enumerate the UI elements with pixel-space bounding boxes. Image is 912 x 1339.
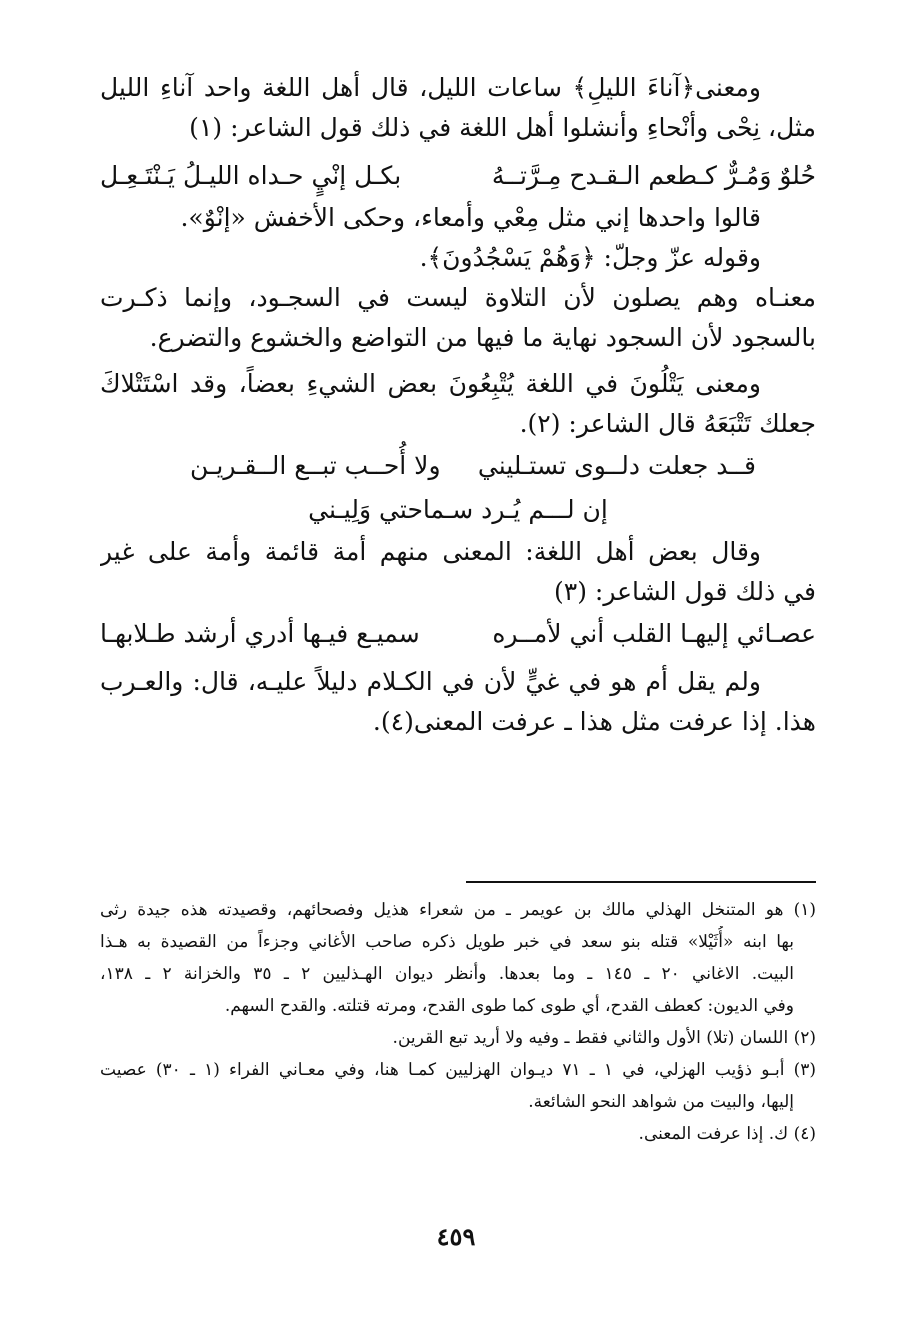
footnote-1-cont: البيت. الاغاني ٢٠ ـ ١٤٥ ـ وما بعدها. وأنظر ديوان الهـذليين ٢ ـ ٣٥ والخزانة ٢ ـ ١٣٨، <box>100 964 795 984</box>
verse-hemistich: بكـل إنْيٍ حـداه الليـلُ يَـنْتَـعِـل <box>100 161 402 190</box>
text-line: وقال بعض أهل اللغة: المعنى منهم أمة قائمة وأمة على غير <box>100 537 761 566</box>
text-line: ومعنى﴿آناءَ الليلِ﴾ ساعات الليل، قال أهل اللغة واحد آناءِ الليل <box>100 73 761 102</box>
poem-verse-2 <box>100 444 816 488</box>
text-line: جعلك تَتْبَعَهُ قال الشاعر: (٢). <box>519 409 816 438</box>
verse-hemistich: عصـائي إليهـا القلب أني لأمــره <box>492 619 816 648</box>
text-line: في ذلك قول الشاعر: (٣) <box>554 577 816 606</box>
footnote-1: (١) هو المتنخل الهذلي مالك بن عويمر ـ من شعراء هذيل وفصحائهم، وقصيدته هذه جيدة رثى <box>100 900 816 920</box>
poem-verse-1 <box>100 154 816 198</box>
footnote-2: (٢) اللسان (تلا) الأول والثاني فقط ـ وفيه ولا أريد تبع القرين. <box>392 1028 816 1048</box>
text-line: قالوا واحدها إني مثل مِعْي وأمعاء، وحكى الأخفش «إنْوٌ». <box>180 203 761 232</box>
text-line: معنـاه وهم يصلون لأن التلاوة ليست في السجـود، وإنما ذكـرت <box>100 283 816 312</box>
text-line: ولم يقل أم هو في غيٍّ لأن في الكـلام دليلاً عليـه، قال: والعـرب <box>100 667 761 696</box>
main-text <box>100 68 816 742</box>
footnote-1-cont: بها ابنه «أُثَيْلا» قتله بنو سعد في خبر طويل ذكره صاحب الأغاني وجزءاً من القصيدة به هـذا <box>100 932 794 952</box>
footnote-4: (٤) ك. إذا عرفت المعنى. <box>638 1124 816 1144</box>
verse-hemistich: حُلوٌ وَمُـرٌّ كـطعم الـقـدح مِـرَّتــهُ <box>491 161 816 190</box>
verse-hemistich: قــد جعلت دلــوى تستـليني <box>477 451 756 480</box>
poem-verse-2-line-2: إن لـــم يُـرد سـماحتي وَلِيـني <box>308 495 608 524</box>
footnote-3: (٣) أبـو ذؤيب الهزلي، في ١ ـ ٧١ ديـوان الهزليين كمـا هنا، وفي معـاني الفراء (١ ـ ٣٠) عصيت <box>100 1060 816 1080</box>
footnote-1-cont: وفي الديون: كعطف القدح، أي طوى كما طوى القدح، ومرته قتلته. والقدح السهم. <box>224 996 794 1016</box>
verse-hemistich: ولا أُحــب تبــع الــقـريـن <box>190 451 441 480</box>
text-line: ومعنى يَتْلُونَ في اللغة يُتْبِعُونَ بعض الشيءِ بعضاً، وقد اسْتَتْلاكَ <box>100 369 761 398</box>
footnote-separator <box>466 881 816 883</box>
text-line: وقوله عزّ وجلّ: ﴿وَهُمْ يَسْجُدُونَ﴾. <box>419 243 761 272</box>
page-number: ٤٥٩ <box>436 1222 476 1251</box>
text-line: بالسجود لأن السجود نهاية ما فيها من التواضع والخشوع والتضرع. <box>149 323 816 352</box>
footnote-3-cont: إليها، والبيت من شواهد النحو الشائعة. <box>528 1092 794 1112</box>
verse-hemistich: سميـع فيـها أدري أرشد طـلابهـا <box>100 619 420 648</box>
footnotes <box>100 894 816 1150</box>
text-line: مثل، نِحْى وأنْحاءِ وأنشلوا أهل اللغة في ذلك قول الشاعر: (١) <box>189 113 816 142</box>
text-line: هذا. إذا عرفت مثل هذا ـ عرفت المعنى(٤). <box>372 707 816 736</box>
poem-verse-3 <box>100 612 816 656</box>
